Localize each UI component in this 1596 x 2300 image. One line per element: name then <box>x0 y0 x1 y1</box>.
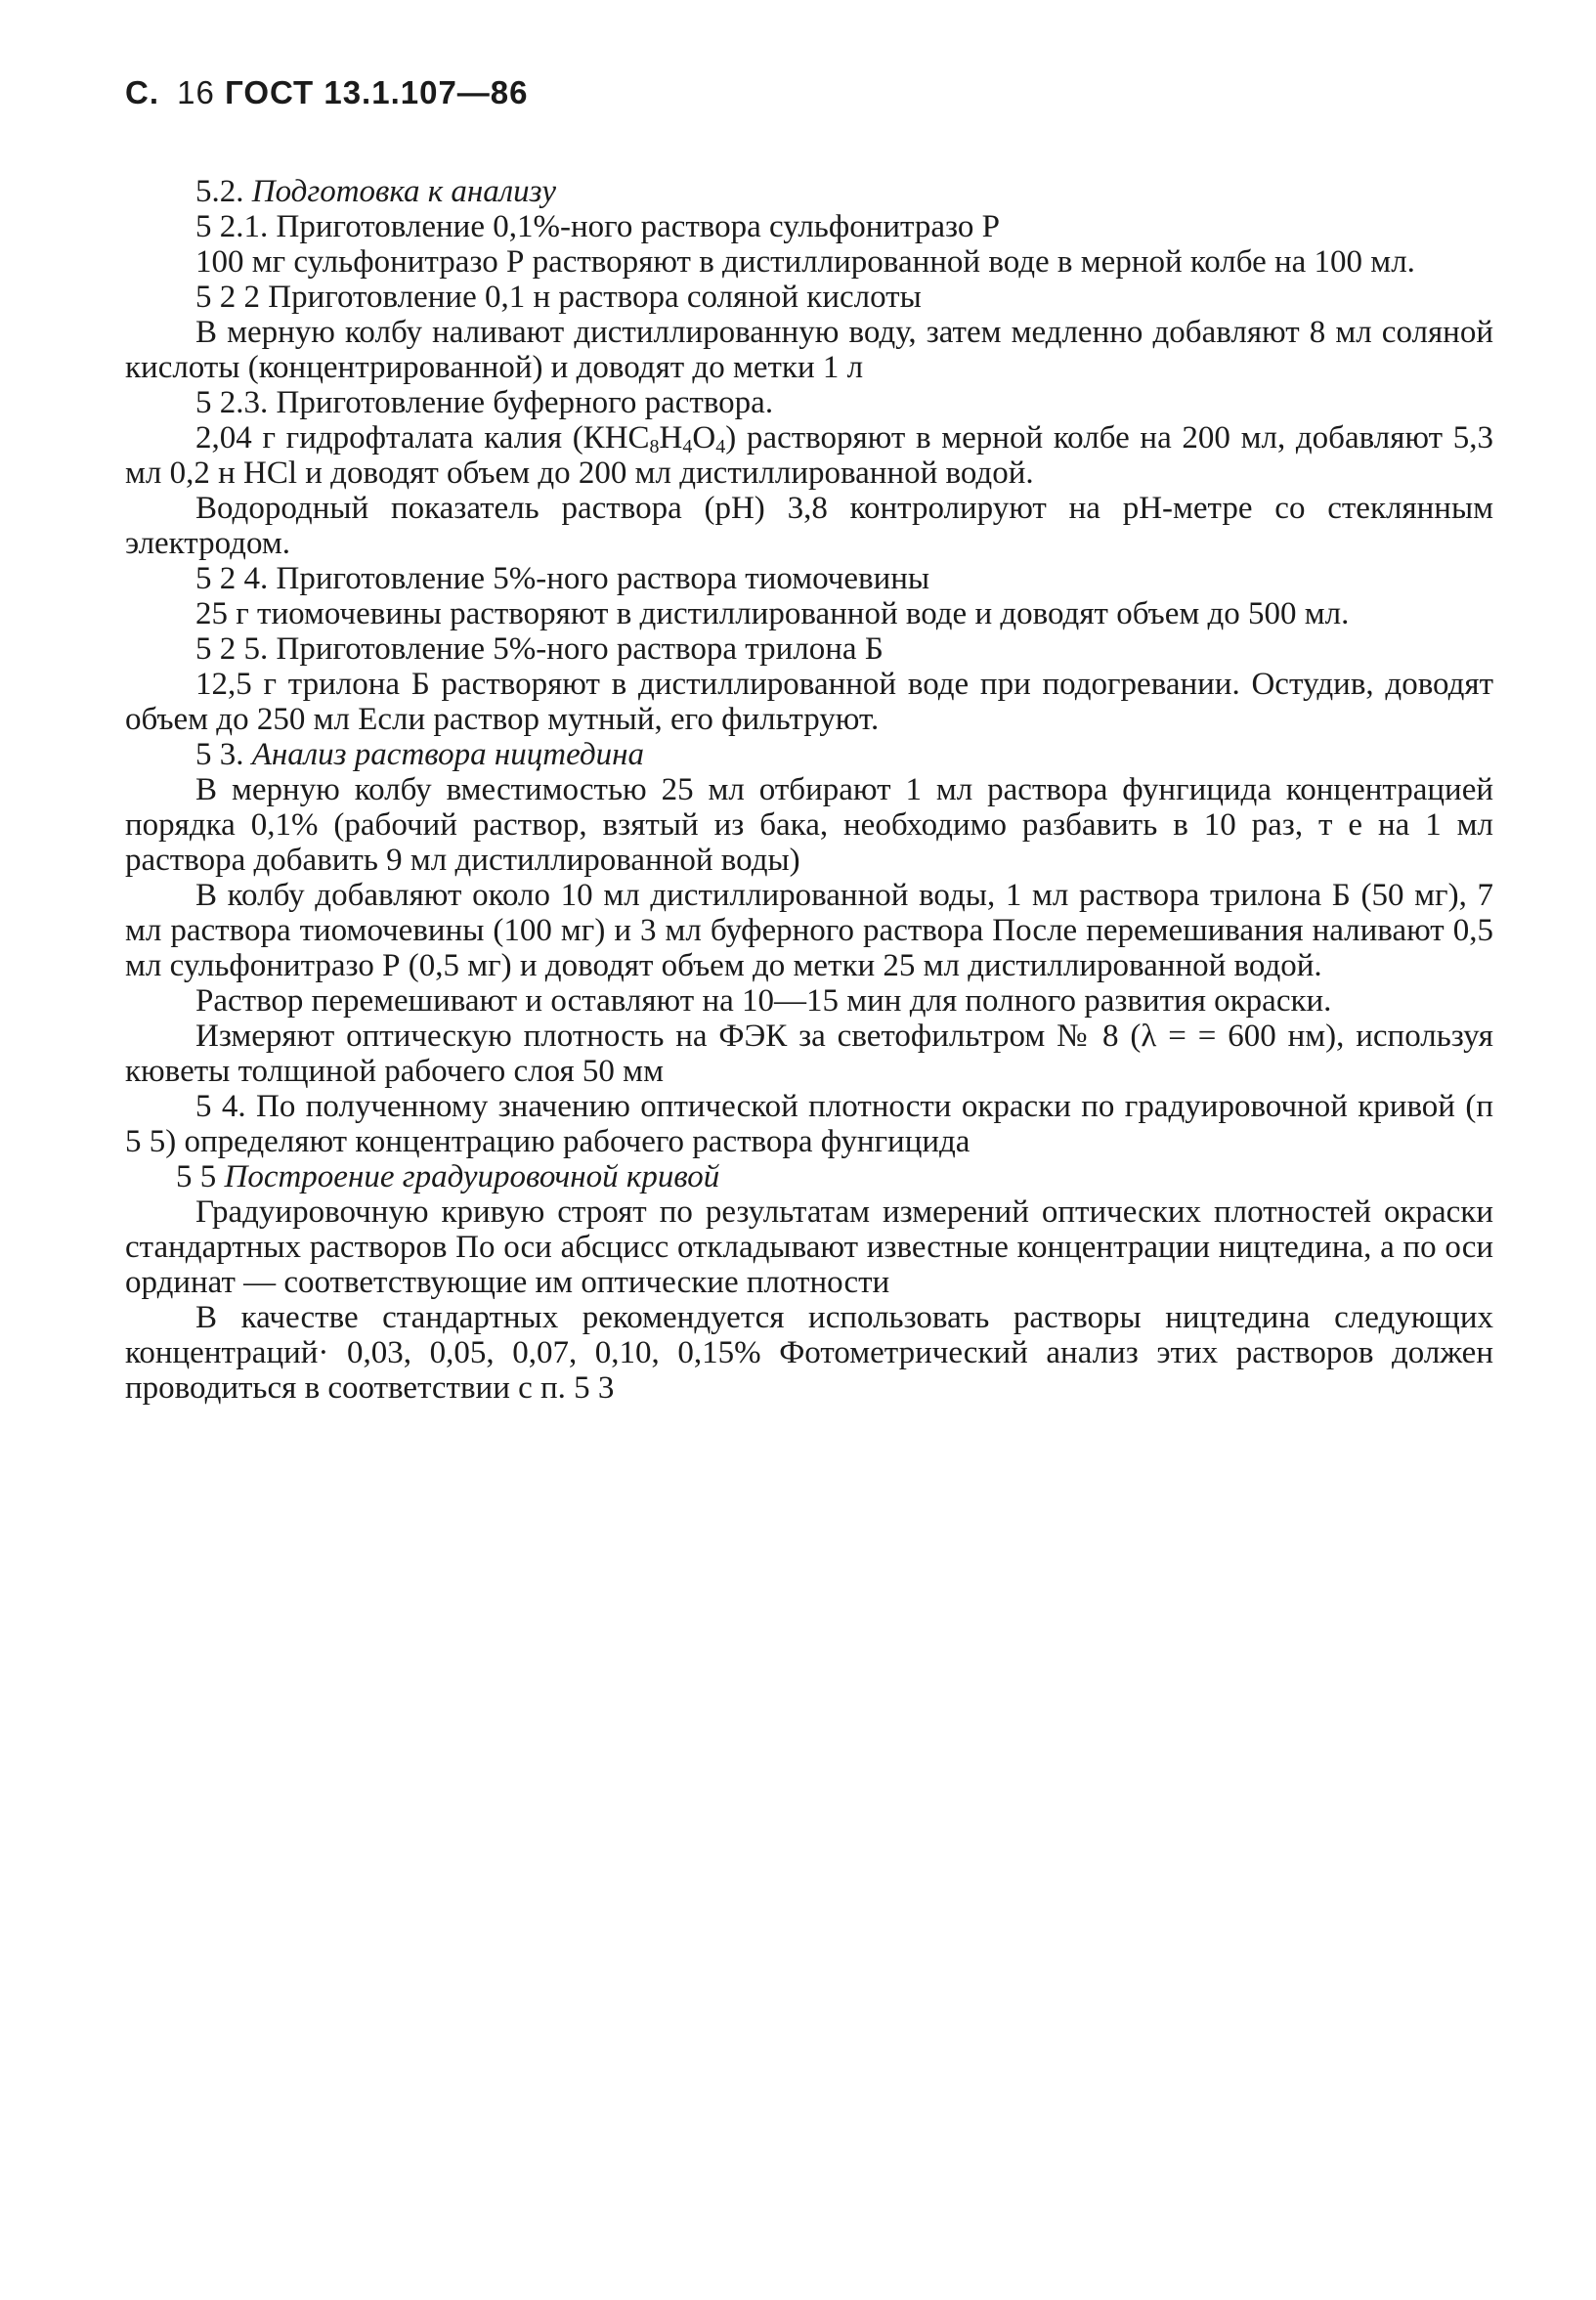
subsection-heading: 5 2.3. Приготовление буферного раствора. <box>195 385 774 420</box>
paragraph: Водородный показатель раствора (рН) 3,8 контролируют на рН-метре со стеклянным электродом. <box>125 491 1493 561</box>
paragraph: Градуировочную кривую строят по результатам измерений оптических плотностей окраски стандартных растворов По оси абсцисс откладывают известные концентрации ництедина, а по оси ординат — соответствующие им оптические плотности <box>125 1194 1493 1300</box>
paragraph: Измеряют оптическую плотность на ФЭК за светофильтром № 8 (λ = = 600 нм), используя кюветы толщиной рабочего слоя 50 мм <box>125 1019 1493 1089</box>
paragraph: В мерную колбу вместимостью 25 мл отбирают 1 мл раствора фунгицида концентрацией порядка 0,1% (рабочий раствор, взятый из бака, необходимо разбавить в 10 раз, т е на 1 мл раствора добавить 9 мл дистиллированной воды) <box>125 772 1493 878</box>
section-heading <box>125 737 1493 772</box>
section-heading <box>125 174 1493 209</box>
page-header <box>125 74 529 111</box>
section-title: Построение градуировочной кривой <box>224 1159 720 1194</box>
paragraph: 5 4. По полученному значению оптической плотности окраски по градуировочной кривой (п 5 5) определяют концентрацию рабочего раствора фунгицида <box>125 1089 1493 1159</box>
section-title: Подготовка к анализу <box>251 174 556 209</box>
section-number: 5 3. <box>195 737 244 772</box>
section-number: 5 5 <box>176 1159 217 1194</box>
page-number: 16 <box>177 74 215 110</box>
paragraph: В качестве стандартных рекомендуется использовать растворы ництедина следующих концентраций· 0,03, 0,05, 0,07, 0,10, 0,15% Фотометрический анализ этих растворов должен проводиться в соответствии с п. 5 3 <box>125 1300 1493 1406</box>
section-number: 5.2. <box>195 174 244 209</box>
document-body <box>125 174 1493 1406</box>
subsection-heading: 5 2 2 Приготовление 0,1 н раствора соляной кислоты <box>195 280 922 315</box>
paragraph-formula: 2,04 г гидрофталата калия $(КНС_8Н_4О_4)$ растворяют в мерной колбе на 200 мл, добавляют 5,3 мл 0,2 н НСl и доводят объем до 200 мл дистиллированной водой. <box>125 420 1493 491</box>
page-prefix: С. <box>125 74 159 110</box>
section-heading <box>125 1159 1493 1194</box>
subsection-heading: 5 2 4. Приготовление 5%-ного раствора тиомочевины <box>195 561 930 596</box>
subsection-heading: 5 2 5. Приготовление 5%-ного раствора трилона Б <box>195 631 884 667</box>
paragraph: В колбу добавляют около 10 мл дистиллированной воды, 1 мл раствора трилона Б (50 мг), 7 мл раствора тиомочевины (100 мг) и 3 мл буферного раствора После перемешивания наливают 0,5 мл сульфонитразо Р (0,5 мг) и доводят объем до метки 25 мл дистиллированной водой. <box>125 878 1493 983</box>
paragraph: 100 мг сульфонитразо Р растворяют в дистиллированной воде в мерной колбе на 100 мл. <box>195 244 1415 280</box>
subsection-heading: 5 2.1. Приготовление 0,1%-ного раствора сульфонитразо Р <box>195 209 1000 244</box>
paragraph: 12,5 г трилона Б растворяют в дистиллированной воде при подогревании. Остудив, доводят объем до 250 мл Если раствор мутный, его фильтруют. <box>125 667 1493 737</box>
paragraph: Раствор перемешивают и оставляют на 10—15 мин для полного развития окраски. <box>195 983 1332 1019</box>
paragraph: В мерную колбу наливают дистиллированную воду, затем медленно добавляют 8 мл соляной кислоты (концентрированной) и доводят до метки 1 л <box>125 315 1493 385</box>
paragraph: 25 г тиомочевины растворяют в дистиллированной воде и доводят объем до 500 мл. <box>195 596 1350 631</box>
section-title: Анализ раствора ництедина <box>251 737 645 772</box>
standard-title: ГОСТ 13.1.107—86 <box>225 74 529 110</box>
